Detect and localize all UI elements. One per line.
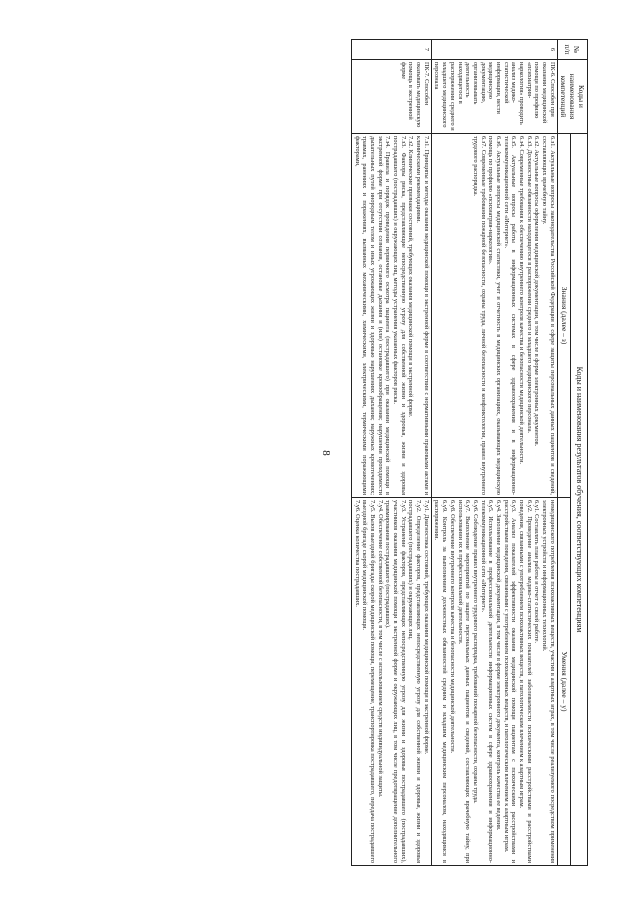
knowledge-item: 7.з2. Клинические признаки состояний, требующих оказания медицинской помощи в экстренной форме.	[407, 136, 415, 418]
header-competence-code: Коды и наименования компетенций	[557, 60, 587, 134]
knowledge-cell	[431, 134, 557, 498]
knowledge-item: 7.з4. Правила и порядок проведения первичного осмотра пациента (пострадавшего) при оказании медицинской помощи в экстренной форме при отсутствии сознания, остановке дыхания и (или) остановке кровообращения; нарушении проходимости дыхательных путей инородным телом и иных угрожающих жизни и здоровью нарушениях дыхания; наружных кровотечениях; травмах, ранениях и поражениях, вызванных механическими, химическими, электрическими, термическими поражающими факторами,	[353, 136, 392, 495]
skill-item: 7.у3. Устранение факторов, представляющих непосредственную угрозу для жизни и здоровья пострадавшего (пострадавших), участников оказания медицинской помощи в экстренной форме и окружающих лиц, в том числе предотвращение дополнительного травмирования пострадавшего (пострадавших).	[384, 500, 407, 864]
knowledge-item: 6.з5. Актуальные вопросы работы в информационных системах в сфере здравоохранения и в информационно-телекоммуникационной сети «Интернет».	[502, 136, 518, 495]
skill-item: 6.у7. Выполнение мероприятий по защите персональных данных пациентов и сведений, составляющих врачебную тайну, при использовании их в профессиональной деятельности.	[456, 500, 472, 864]
skill-item: 6.у8. Обеспечение внутреннего контроля качества и безопасности медицинской деятельности.	[448, 500, 456, 754]
skills-cell	[431, 498, 557, 866]
header-row-sub	[557, 40, 571, 866]
header-skills: Умения (далее – у)	[557, 498, 571, 866]
skill-item: 7.у2. Определение факторов, представляющих непосредственную угрозу для собственной жизни и здоровья, жизни и здоровья пострадавшего (пострадавших) и окружающих лиц.	[407, 500, 423, 864]
competence-name: ПК-6. Способен при оказании медицинской помощи по профилю «психиатрия-наркология» проводить анализ медико-статистической информации, вести медицинскую документацию, организовывать деятельность находящегося в распоряжении среднего и младшего медицинского персонала	[431, 60, 557, 134]
knowledge-item: 6.з1. Актуальные вопросы законодательства Российской Федерации в сфере защиты персональных данных пациентов и сведений, составляющих врачебную тайну.	[540, 136, 556, 495]
knowledge-item: 6.з2. Актуальные вопросы оформления медицинской документации, в том числе в форме электронных документов.	[533, 136, 541, 447]
skills-cell	[352, 498, 432, 866]
knowledge-item: 6.з4. Современные требования к обеспечению внутреннего контроля качества и безопасности медицинской деятельности.	[517, 136, 525, 465]
skill-item: 6.у6. Соблюдение правил внутреннего трудового распорядка, требований пожарной безопасности, охраны труда.	[471, 500, 479, 804]
rotated-table-container	[52, 39, 588, 865]
header-learning-results: Коды и наименования результатов обучения, соответствующих компетенциям	[571, 134, 588, 866]
row-number: 6	[431, 40, 557, 60]
skill-item: 7.у5. Вызов выездной бригады скорой медицинской помощи, перемещение, транспортировка пострадавшего, передача пострадавшего выездной бригаде скорой медицинской помощи.	[361, 500, 377, 864]
table-row	[352, 40, 432, 866]
skill-item: 6.у2. Проведение анализа медико-статистических показателей заболеваемости психическими расстройствами и расстройствами поведения, связанными с употреблением психоактивных веществ, и патологическим влечением к азартным играм.	[517, 500, 533, 864]
knowledge-cell	[352, 134, 432, 498]
skill-item: 7.у6. Оценка количества пострадавших.	[353, 500, 361, 607]
skill-item: немедицинского потребления психоактивных веществ, участия в азартных играх, в том числе реализуемого посредством применения электронных устройств и информационных технологий.	[540, 500, 556, 864]
skill-item: 6.у4. Заполнение медицинской документации, в том числе в форме электронного документа, контроль качества ее ведения.	[494, 500, 502, 831]
knowledge-item: 7.з3. Факторы риска, представляющие непосредственную угрозу для собственной жизни и здоровья, жизни и здоровья пострадавшего (пострадавших) и окружающих лиц, методы устранения указанных факторов риска.	[392, 136, 407, 495]
skill-item: 6.у3. Анализ показателей эффективности оказания медицинской помощи пациентам с психическими расстройствами и расстройствами поведения, связанными с употреблением психоактивных веществ, и патологическим влечением к азартным играм.	[502, 500, 518, 864]
knowledge-item: 6.з3. Должностные обязанности находящегося в распоряжении среднего и младшего медицинского персонала.	[525, 136, 533, 434]
knowledge-item: 6.з6. Актуальные вопросы медицинской статистики, учет и отчетность в медицинских организациях, оказывающих медицинскую помощь по профилю «психиатрия-наркология».	[487, 136, 502, 495]
header-knowledge: Знания (далее – з)	[557, 134, 571, 498]
skill-item: 6.у1. Составлять план работы и отчет о своей работе.	[533, 500, 541, 644]
header-number: № п/п	[557, 40, 587, 60]
knowledge-item: 6.з7. Современные требования пожарной безопасности, охраны труда, личной безопасности и конфликтологии, правил внутреннего трудового распорядка.	[471, 136, 487, 495]
row-number: 7	[352, 40, 432, 60]
skill-item: 6.у5. Использование в профессиональной деятельности информационных систем в сфере здравоохранения и информационно-телекоммуникационной сети «Интернет».	[479, 500, 495, 864]
page-number: 8	[320, 450, 332, 456]
table-row	[431, 40, 557, 866]
knowledge-item: 7.з1. Принципы и методы оказания медицинской помощи в экстренной форме в соответствии с нормативными правовыми актами и клиническими рекомендациями.	[415, 136, 430, 495]
competence-name: ПК-7. Способен оказывать медицинскую помощь в экстренной форме	[352, 60, 432, 134]
competencies-table	[351, 39, 588, 866]
header-row-main	[571, 40, 588, 866]
skill-item: 7.у4. Обеспечение собственной безопасности, в том числе с использованием средств индивидуальной защиты.	[376, 500, 384, 798]
skill-item: 7.у1. Диагностика состояний, требующих оказания медицинской помощи в экстренной форме.	[422, 500, 430, 755]
skill-item: 6.у9. Контроль за выполнением должностных обязанностей средним и младшим медицинским персоналом, находящимся в распоряжении.	[433, 500, 449, 864]
